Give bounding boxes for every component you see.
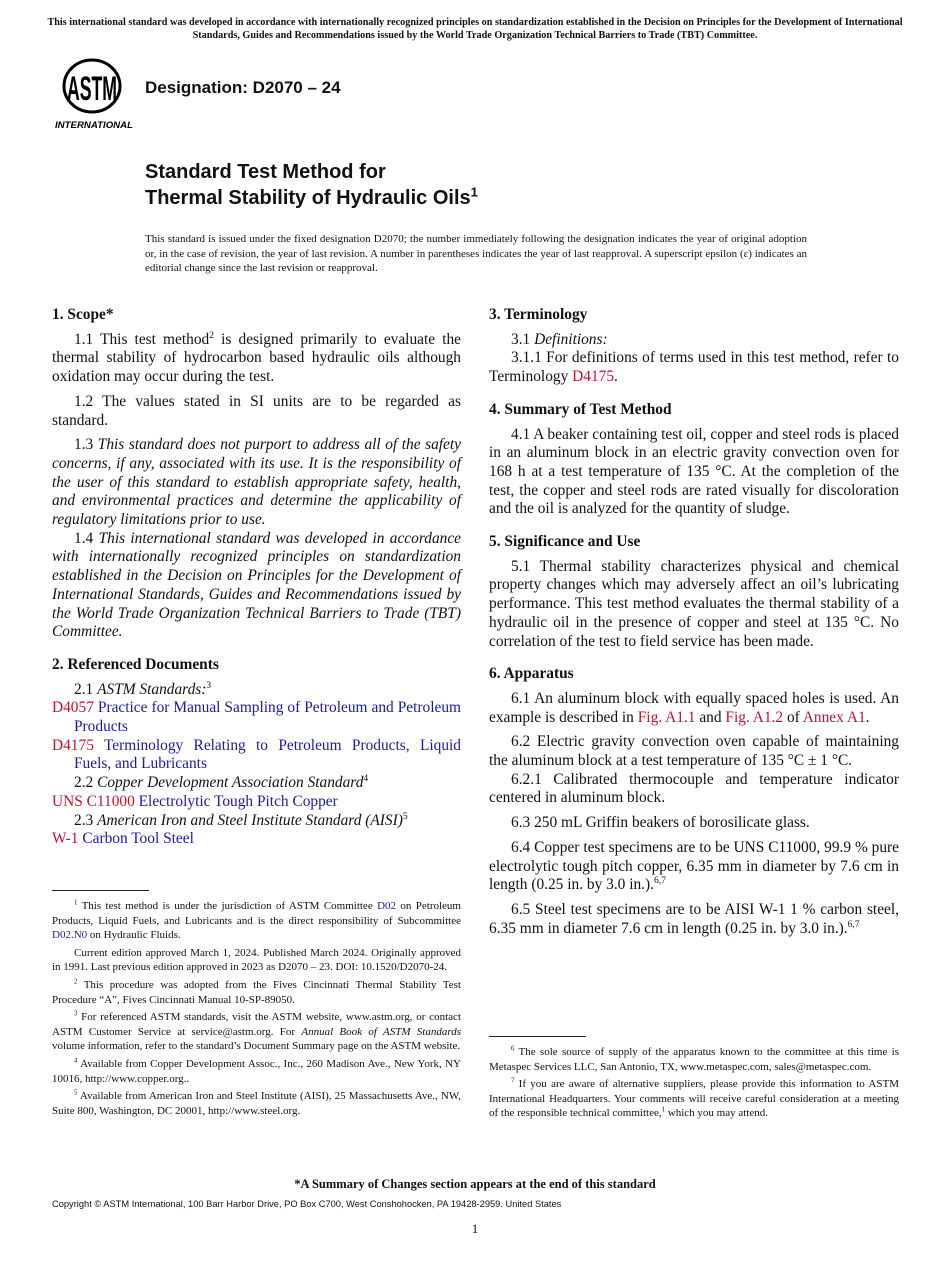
paragraph <box>489 901 899 938</box>
text-run: is designed primarily to evaluate the thermal stability of hydrocarbon based hydraulic oils although oxidation may occur during the test. <box>52 330 462 386</box>
text-run: 1.4 <box>74 529 99 547</box>
footnote-ref[interactable]: 5 <box>74 1089 78 1097</box>
text-run: 6.2 Electric gravity convection oven capable of maintaining the aluminum block at a test temperature of 135 °C ± 1 °C. <box>489 733 899 770</box>
paragraph <box>52 436 461 530</box>
footnotes-left <box>52 890 461 1121</box>
reference-link[interactable]: Carbon Tool Steel <box>78 830 194 848</box>
svg-text:INTERNATIONAL: INTERNATIONAL <box>55 120 134 131</box>
text-run: The sole source of supply of the apparatus known to the committee at this time is Metaspec Services LLC, San Antonio, TX, www.metaspec.com, sales@metaspec.com. <box>489 1046 899 1073</box>
designation: Designation: D2070 – 24 <box>145 78 341 97</box>
paragraph <box>489 1077 899 1121</box>
svg-text:ASTM: ASTM <box>67 70 117 108</box>
footnote-ref[interactable]: 4 <box>74 1057 78 1065</box>
text-run: Annual Book of ASTM Standards <box>301 1025 461 1038</box>
text-run: This standard does not purport to address all of the safety concerns, if any, associated with its use. It is the responsibility of the user of this standard to establish appropriate safety, health, and environmental practices and determine the applicability of regulatory limitations prior to use. <box>52 436 461 529</box>
section-heading <box>52 656 461 675</box>
reference-link[interactable]: D4175 <box>572 368 615 386</box>
text-run: 3. Terminology <box>489 306 588 323</box>
footnote-ref[interactable]: 4 <box>363 773 369 785</box>
text-run: . <box>614 368 618 386</box>
text-run: 5. Significance and Use <box>489 533 641 551</box>
reference-link[interactable]: UNS C11000 <box>52 792 135 810</box>
reference-link[interactable]: Fig. A1.2 <box>725 708 784 726</box>
section-heading <box>52 306 461 325</box>
title-footnote-ref[interactable]: 1 <box>470 184 478 200</box>
text-run: 2.3 <box>74 811 98 829</box>
text-run: 2.2 <box>74 774 98 792</box>
paragraph <box>52 978 461 1007</box>
text-run: 6.2.1 Calibrated thermocouple and temperature indicator centered in aluminum block. <box>489 770 899 807</box>
footnote-ref[interactable]: 1 <box>661 1106 665 1114</box>
paragraph <box>489 771 899 808</box>
text-run: This procedure was adopted from the Fives Cincinnati Thermal Stability Test Procedure “A”, Fives Cincinnati Manual 10-SP-89050. <box>52 978 461 1006</box>
paragraph <box>489 814 899 833</box>
text-run: on Hydraulic Fluids. <box>87 929 181 942</box>
reference-link[interactable]: D02 <box>377 900 397 912</box>
reference-link[interactable]: D4175 <box>52 736 94 754</box>
paragraph <box>489 349 899 386</box>
paragraph <box>52 1057 461 1086</box>
text-run: This test method is under the jurisdiction of ASTM Committee <box>77 900 378 912</box>
paragraph <box>489 733 899 770</box>
footnote-ref[interactable]: 6,7 <box>847 918 860 930</box>
paragraph <box>489 690 899 727</box>
paragraph <box>52 681 461 700</box>
title-line-1: Standard Test Method for <box>145 161 386 183</box>
text-run: 1.3 <box>74 436 98 454</box>
text-run: Available from Copper Development Assoc., Inc., 260 Madison Ave., New York, NY 10016, http://www.copper.org.. <box>52 1057 461 1085</box>
text-run: volume information, refer to the standard’s Document Summary page on the ASTM website. <box>52 1040 461 1053</box>
footnote-rule <box>489 1036 586 1037</box>
reference-link[interactable]: D4057 <box>52 699 94 717</box>
paragraph <box>52 899 461 943</box>
text-run: 2.1 <box>74 680 98 698</box>
paragraph <box>52 774 461 793</box>
astm-logo <box>54 56 134 132</box>
reference-link[interactable]: Electrolytic Tough Pitch Copper <box>134 792 338 810</box>
section-heading <box>489 306 899 325</box>
footnote-ref[interactable]: 6 <box>511 1045 515 1053</box>
text-run: 1.2 The values stated in SI units are to be regarded as standard. <box>52 392 461 429</box>
reference-link[interactable]: Practice for Manual Sampling of Petroleum and Petroleum Products <box>74 699 461 736</box>
text-run: 6.3 250 mL Griffin beakers of borosilicate glass. <box>511 814 810 832</box>
footnote-ref[interactable]: 5 <box>402 810 408 822</box>
footnote-ref[interactable]: 2 <box>74 978 78 986</box>
text-run: For referenced ASTM standards, visit the ASTM website, www.astm.org, or contact ASTM Customer Service at service@astm.org. For <box>52 1011 461 1038</box>
text-run: Current edition approved March 1, 2024. Published March 2024. Originally approved in 1991. Last previous edition approved in 2023 as D2070 – 23. DOI: 10.1520/D2070-24. <box>52 946 461 974</box>
text-run: If you are aware of alternative suppliers, please provide this information to ASTM International Headquarters. Your comments will receive careful consideration at a meeting of the responsible technical committee, <box>489 1078 899 1120</box>
footnote-ref[interactable]: 3 <box>74 1010 78 1018</box>
page-number: 1 <box>471 1221 479 1236</box>
text-run: 6.1 An aluminum block with equally spaced holes is used. An example is described in <box>489 689 899 726</box>
reference-link[interactable]: D02.N0 <box>52 929 88 942</box>
copyright: Copyright © ASTM International, 100 Barr Harbor Drive, PO Box C700, West Conshohocken, PA 19428-2959. United States <box>52 1199 562 1209</box>
text-run: . <box>865 708 870 726</box>
title-line-2: Thermal Stability of Hydraulic Oils <box>145 187 471 209</box>
paragraph <box>489 331 899 350</box>
text-run: 6.5 Steel test specimens are to be AISI W-1 1 % carbon steel, 6.35 mm in diameter 7.6 cm in length (0.25 in. by 3.0 in.). <box>489 900 899 937</box>
reference-link[interactable]: W-1 <box>52 830 79 848</box>
footnotes-right <box>489 1036 899 1124</box>
paragraph <box>489 558 899 652</box>
paragraph <box>52 946 461 975</box>
section-heading <box>489 665 899 684</box>
wto-notice: This international standard was developed in accordance with internationally recognized principles on standardization established in the Decision on Principles for the Development of International Standards, Guides and Recommendations issued by the World Trade Organization Technical Barriers to Trade (TBT) Committee. <box>47 17 903 41</box>
paragraph <box>52 812 461 831</box>
footnote-ref[interactable]: 2 <box>209 329 214 341</box>
text-run: which you may attend. <box>665 1107 768 1120</box>
right-column <box>489 306 899 944</box>
text-run: Copper Development Association Standard <box>97 774 364 792</box>
left-column <box>52 306 461 849</box>
text-run: This international standard was developed in accordance with internationally recognized principles on standardization established in the Decision on Principles for the Development of International Standards, Guides and Recommendations issued by the World Trade Organization Technical Barriers to Trade (TBT) Committee. <box>52 529 461 641</box>
section-heading <box>489 401 899 420</box>
section-heading <box>489 533 899 552</box>
paragraph <box>52 393 461 430</box>
text-run: Definitions: <box>534 330 608 348</box>
text-run: on Petroleum Products, Liquid Fuels, and Lubricants and is the direct responsibility of Subcommittee <box>52 900 461 927</box>
text-run: ASTM Standards: <box>97 680 207 698</box>
text-run: American Iron and Steel Institute Standard (AISI) <box>97 811 403 829</box>
text-run: 4. Summary of Test Method <box>489 400 672 418</box>
text-run: 3.1.1 For definitions of terms used in this test method, refer to Terminology <box>489 349 899 386</box>
document-title <box>145 159 478 211</box>
text-run: 5.1 Thermal stability characterizes physical and chemical property changes which may adversely affect an oil’s lubricating performance. This test method evaluates the thermal stability of a hydraulic oil in the presence of copper and steel at 135 °C. No correlation of the test to field service has been made. <box>489 557 899 650</box>
footnote-rule <box>52 890 149 891</box>
text-run: 6.4 Copper test specimens are to be UNS C11000, 99.9 % pure electrolytic tough pitch copper, 6.35 mm in diameter by 7.6 cm in length (0.25 in. by 3.0 in.). <box>489 838 899 894</box>
text-run: 3.1 <box>511 330 535 348</box>
text-run: of <box>783 708 803 726</box>
paragraph <box>52 1010 461 1054</box>
text-run: 1.1 This test method <box>74 330 210 348</box>
footnote-ref[interactable]: 7 <box>511 1077 515 1085</box>
reference-link[interactable]: Fig. A1.1 <box>637 708 696 726</box>
reference-link[interactable]: Annex A1 <box>802 708 866 726</box>
paragraph <box>52 830 461 849</box>
paragraph <box>52 699 461 736</box>
paragraph <box>489 1045 899 1074</box>
text-run: and <box>695 708 726 726</box>
text-run: 2. Referenced Documents <box>52 655 219 673</box>
paragraph <box>52 530 461 642</box>
footnote-ref[interactable]: 1 <box>74 899 78 907</box>
footnote-ref[interactable]: 3 <box>206 679 212 691</box>
issuance-note: This standard is issued under the fixed designation D2070; the number immediately following the designation indicates the year of original adoption or, in the case of revision, the year of last revision. A number in parentheses indicates the year of last reapproval. A superscript epsilon (ε) indicates an editorial change since the last revision or reapproval. <box>145 233 807 274</box>
footnote-ref[interactable]: 6,7 <box>654 875 666 887</box>
reference-link[interactable]: Terminology Relating to Petroleum Products, Liquid Fuels, and Lubricants <box>74 736 461 773</box>
text-run: 1. Scope* <box>52 306 114 323</box>
text-run: 6. Apparatus <box>489 665 574 683</box>
text-run: Available from American Iron and Steel Institute (AISI), 25 Massachusetts Ave., NW, Suite 800, Washington, DC 20001, http://www.steel.org. <box>52 1090 461 1117</box>
paragraph <box>489 839 899 895</box>
paragraph <box>52 793 461 812</box>
paragraph <box>52 737 461 774</box>
summary-of-changes-note: *A Summary of Changes section appears at the end of this standard <box>294 1177 656 1191</box>
paragraph <box>489 426 899 520</box>
text-run: 4.1 A beaker containing test oil, copper and steel rods is placed in an aluminum block in an electric gravity convection oven for 168 h at a test temperature of 135 °C. At the completion of the test, the copper and steel rods are rated visually for discoloration and the oil is analyzed for the quantity of sludge. <box>489 425 899 518</box>
paragraph <box>52 331 461 387</box>
paragraph <box>52 1089 461 1118</box>
